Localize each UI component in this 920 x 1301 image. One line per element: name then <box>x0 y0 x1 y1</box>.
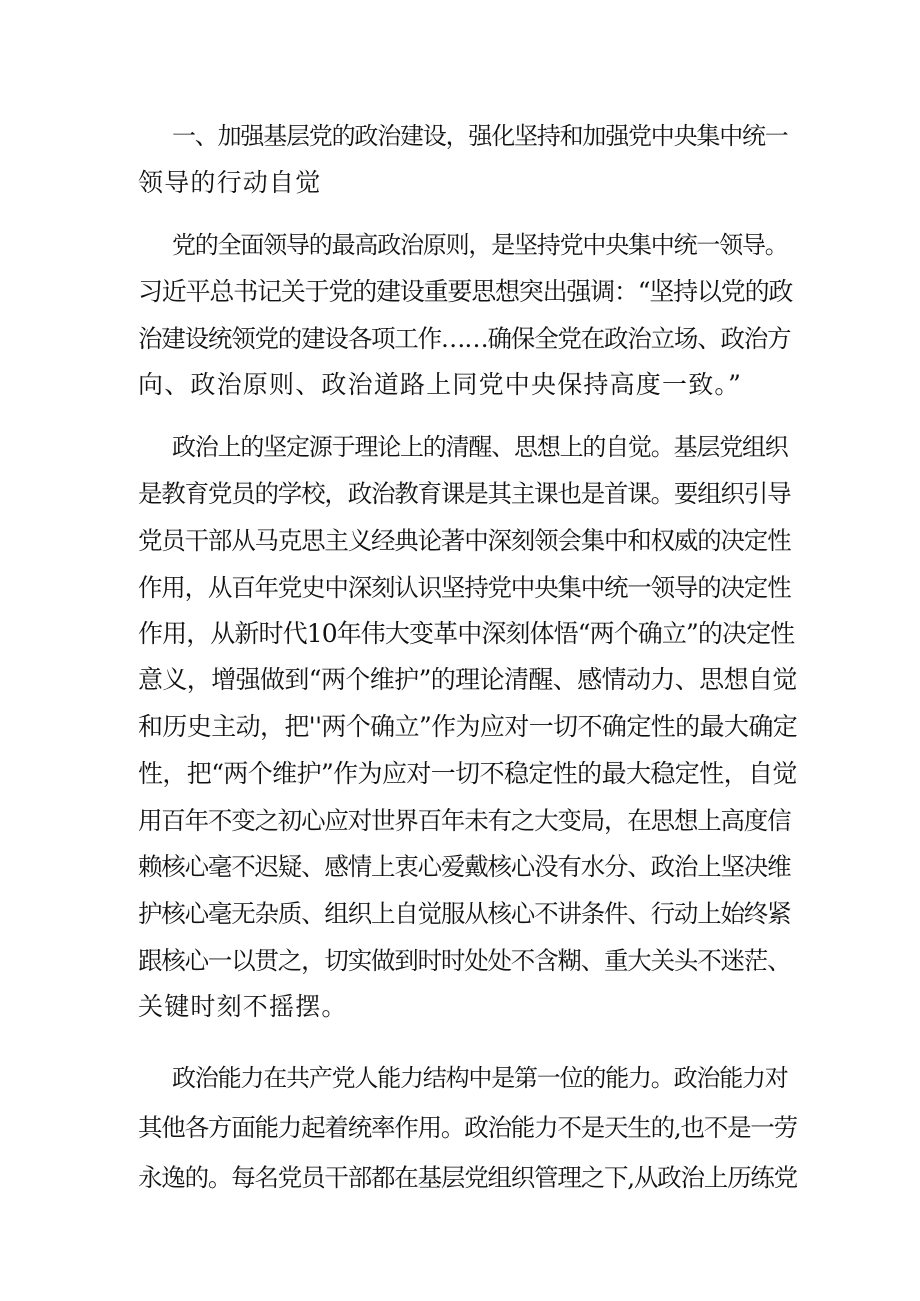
paragraph-1-line-2: 习近平总书记关于党的建设重要思想突出强调：“坚持以党的政 <box>138 277 793 306</box>
paragraph-1-line-4: 向、政治原则、政治道路上同党中央保持高度一致。” <box>138 370 743 399</box>
paragraph-1-line-1: 党的全面领导的最高政治原则，是坚持党中央集中统一领导。 <box>172 231 788 259</box>
paragraph-2-line-7: 和历史主动，把''两个确立”作为应对一切不确定性的最大确定 <box>138 712 798 741</box>
paragraph-2-line-2: 是教育党员的学校，政治教育课是其主课也是首课。要组织引导 <box>138 479 791 508</box>
paragraph-2-line-1: 政治上的坚定源于理论上的清醒、思想上的自觉。基层党组织 <box>172 433 788 461</box>
paragraph-2-line-8: 性，把“两个维护”作为应对一切不稳定性的最大稳定性，自觉 <box>138 759 797 788</box>
paragraph-2-line-4: 作用，从百年党史中深刻认识坚持党中央集中统一领导的决定性 <box>138 573 791 602</box>
paragraph-1-line-3: 治建设统领党的建设各项工作……确保全党在政治立场、政治方 <box>138 324 791 353</box>
section-heading-line-2: 领导的行动自觉 <box>138 168 322 197</box>
paragraph-2-line-11: 护核心毫无杂质、组织上自觉服从核心不讲条件、行动上始终紧 <box>138 899 791 928</box>
paragraph-2-line-6: 意义，增强做到“两个维护”的理论清醒、感情动力、思想自觉 <box>138 665 797 694</box>
paragraph-3-line-1: 政治能力在共产党人能力结构中是第一位的能力。政治能力对 <box>172 1064 788 1092</box>
paragraph-2-line-12: 跟核心一以贯之，切实做到时时处处不含糊、重大关头不迷茫、 <box>138 946 791 975</box>
paragraph-2-line-9: 用百年不变之初心应对世界百年未有之大变局，在思想上高度信 <box>138 806 791 835</box>
paragraph-2-line-3: 党员干部从马克思主义经典论著中深刻领会集中和权威的决定性 <box>138 526 791 555</box>
paragraph-2-line-13: 关键时刻不摇摆。 <box>138 992 348 1021</box>
section-heading-line-1: 一、加强基层党的政治建设，强化坚持和加强党中央集中统一 <box>172 122 788 150</box>
paragraph-2-line-10: 赖核心毫不迟疑、感情上衷心爱戴核心没有水分、政治上坚决维 <box>138 852 791 881</box>
paragraph-2-line-5: 作用，从新时代10年伟大变革中深刻体悟“两个确立”的决定性 <box>138 619 795 648</box>
paragraph-3-line-3: 永逸的。每名党员干部都在基层党组织管理之下,从政治上历练党 <box>138 1163 797 1192</box>
paragraph-3-line-2: 其他各方面能力起着统率作用。政治能力不是天生的,也不是一劳 <box>138 1113 797 1142</box>
